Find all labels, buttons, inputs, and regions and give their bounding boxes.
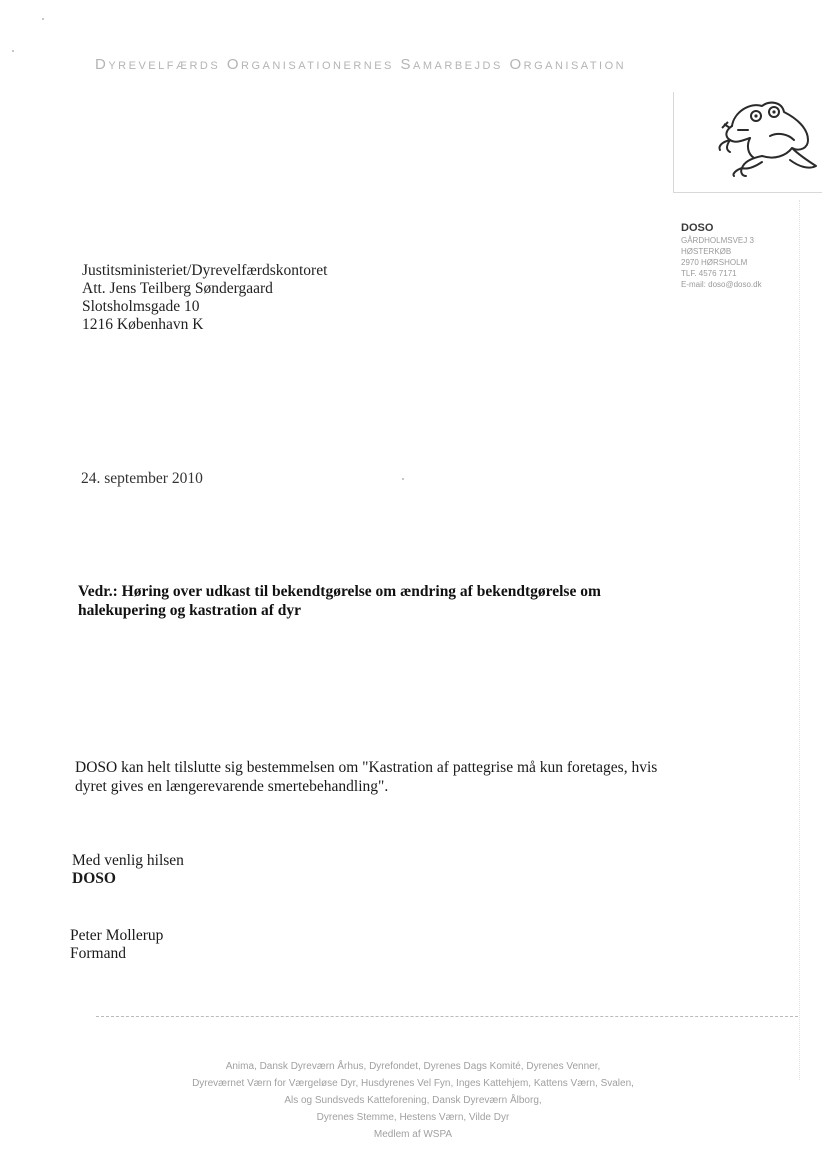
recipient-address (82, 262, 327, 334)
body-line-1: DOSO kan helt tilslutte sig bestemmelsen om "Kastration af pattegrise må kun foretages, hvis (75, 759, 658, 776)
sender-line: TLF. 4576 7171 (681, 269, 737, 278)
signatory-title: Formand (70, 945, 126, 962)
footer-line: Anima, Dansk Dyreværn Århus, Dyrefondet, Dyrenes Dags Komité, Dyrenes Venner, (225, 1061, 601, 1072)
sender-line: 2970 HØRSHOLM (681, 258, 748, 267)
subject-line-1: Vedr.: Høring over udkast til bekendtgørelse om ændring af bekendtgørelse om (78, 583, 601, 600)
letter-date: 24. september 2010 (81, 470, 203, 487)
sender-line: HØSTERKØB (681, 247, 732, 256)
footer-line: Als og Sundsveds Katteforening, Dansk Dyreværn Ålborg, (284, 1095, 542, 1106)
member-organizations-footer (90, 1058, 736, 1143)
scan-edge-line (799, 200, 801, 1080)
recipient-line: Slotsholmsgade 10 (82, 298, 200, 315)
sender-line: GÅRDHOLMSVEJ 3 (681, 236, 754, 245)
scan-speck (42, 18, 44, 20)
footer-line: Medlem af WSPA (373, 1129, 453, 1140)
footer-divider (96, 1016, 798, 1017)
subject-line-2: halekupering og kastration af dyr (78, 602, 302, 619)
body-line-2: dyret gives en længerevarende smertebehandling". (75, 778, 389, 795)
signatory-name: Peter Mollerup (70, 927, 164, 944)
subject-line (78, 582, 678, 620)
recipient-line: Justitsministeriet/Dyrevelfærdskontoret (82, 262, 328, 279)
closing (72, 852, 184, 888)
letterhead-org-name: Dyrevelfærds Organisationernes Samarbejds Organisation (95, 56, 627, 73)
sender-line: E-mail: doso@doso.dk (681, 280, 762, 289)
letter-body (75, 758, 725, 796)
signatory (70, 927, 163, 963)
scan-speck (12, 50, 14, 52)
footer-line: Dyrenes Stemme, Hestens Værn, Vilde Dyr (316, 1112, 510, 1123)
recipient-line: Att. Jens Teilberg Søndergaard (82, 280, 273, 297)
recipient-line: 1216 København K (82, 316, 204, 333)
frog-logo-icon (712, 96, 820, 178)
footer-line: Dyreværnet Værn for Værgeløse Dyr, Husdyrenes Vel Fyn, Inges Kattehjem, Kattens Værn, Svalen, (192, 1078, 634, 1089)
sender-name: DOSO (681, 222, 714, 234)
scan-speck (402, 478, 404, 480)
closing-greeting: Med venlig hilsen (72, 852, 184, 869)
closing-org: DOSO (72, 870, 116, 887)
